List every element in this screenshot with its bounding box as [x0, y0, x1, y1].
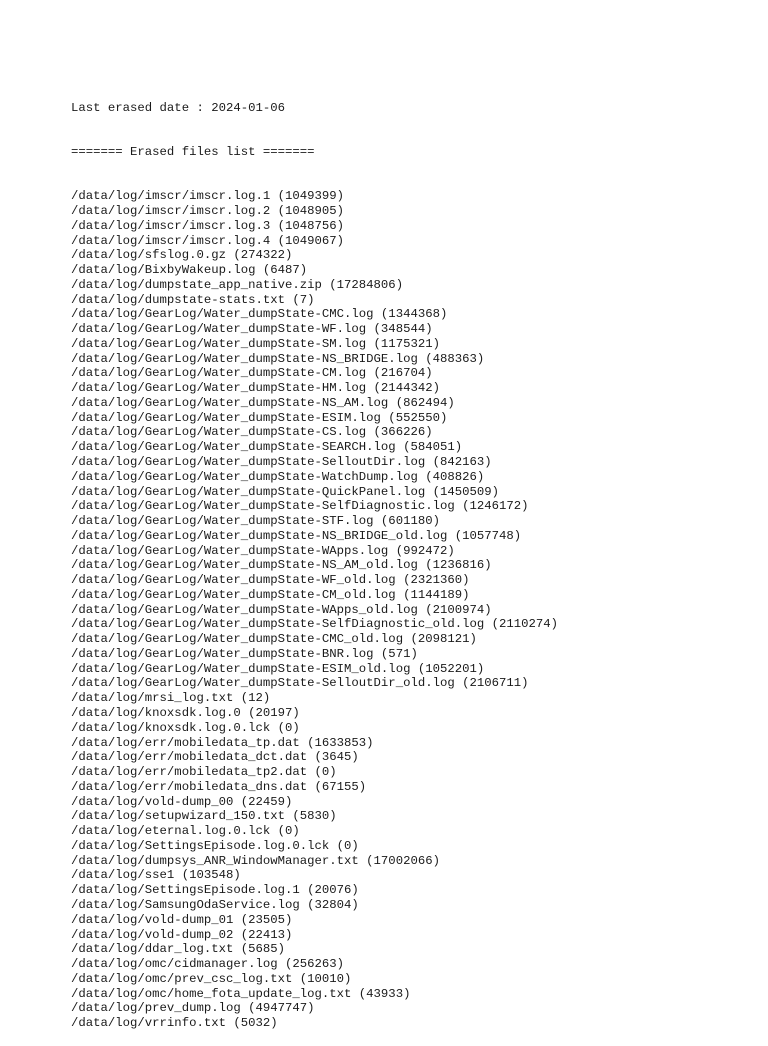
file-entry: /data/log/ddar_log.txt (5685)	[71, 942, 286, 957]
file-entry: /data/log/mrsi_log.txt (12)	[71, 691, 271, 706]
file-entry: /data/log/imscr/imscr.log.3 (1048756)	[71, 218, 345, 233]
file-entry: /data/log/vold-dump_02 (22413)	[71, 927, 293, 942]
file-entry: /data/log/dumpsys_ANR_WindowManager.txt (17002066)	[71, 853, 440, 868]
erased-files-list	[71, 189, 558, 1031]
file-entry: /data/log/omc/cidmanager.log (256263)	[71, 957, 345, 972]
file-entry: /data/log/GearLog/Water_dumpState-WF.log (348544)	[71, 322, 433, 337]
file-entry: /data/log/err/mobiledata_dct.dat (3645)	[71, 750, 359, 765]
file-entry: /data/log/GearLog/Water_dumpState-NS_BRIDGE_old.log (1057748)	[71, 528, 522, 543]
erased-files-title: ======= Erased files list =======	[71, 144, 315, 159]
file-entry: /data/log/err/mobiledata_dns.dat (67155)	[71, 779, 367, 794]
file-entry: /data/log/sse1 (103548)	[71, 868, 241, 883]
file-entry: /data/log/vrrinfo.txt (5032)	[71, 1016, 278, 1031]
file-entry: /data/log/GearLog/Water_dumpState-HM.log (2144342)	[71, 381, 440, 396]
file-entry: /data/log/GearLog/Water_dumpState-QuickPanel.log (1450509)	[71, 484, 500, 499]
file-entry: /data/log/GearLog/Water_dumpState-NS_BRIDGE.log (488363)	[71, 351, 485, 366]
file-entry: /data/log/imscr/imscr.log.4 (1049067)	[71, 233, 345, 248]
file-entry: /data/log/SettingsEpisode.log.1 (20076)	[71, 883, 359, 898]
file-entry: /data/log/knoxsdk.log.0.lck (0)	[71, 720, 300, 735]
file-entry: /data/log/knoxsdk.log.0 (20197)	[71, 706, 300, 721]
file-entry: /data/log/GearLog/Water_dumpState-SelloutDir_old.log (2106711)	[71, 676, 529, 691]
file-entry: /data/log/GearLog/Water_dumpState-WApps_old.log (2100974)	[71, 602, 492, 617]
file-entry: /data/log/sfslog.0.gz (274322)	[71, 248, 293, 263]
file-entry: /data/log/GearLog/Water_dumpState-WatchDump.log (408826)	[71, 469, 485, 484]
file-entry: /data/log/GearLog/Water_dumpState-NS_AM_old.log (1236816)	[71, 558, 492, 573]
file-entry: /data/log/dumpstate_app_native.zip (17284806)	[71, 277, 404, 292]
file-entry: /data/log/GearLog/Water_dumpState-CMC.log (1344368)	[71, 307, 448, 322]
file-entry: /data/log/prev_dump.log (4947747)	[71, 1001, 315, 1016]
file-entry: /data/log/imscr/imscr.log.1 (1049399)	[71, 189, 345, 204]
file-entry: /data/log/BixbyWakeup.log (6487)	[71, 263, 308, 278]
file-entry: /data/log/GearLog/Water_dumpState-WApps.log (992472)	[71, 543, 455, 558]
file-entry: /data/log/GearLog/Water_dumpState-STF.log (601180)	[71, 514, 440, 529]
file-entry: /data/log/setupwizard_150.txt (5830)	[71, 809, 337, 824]
file-entry: /data/log/GearLog/Water_dumpState-CS.log (366226)	[71, 425, 433, 440]
file-entry: /data/log/err/mobiledata_tp2.dat (0)	[71, 765, 337, 780]
file-entry: /data/log/GearLog/Water_dumpState-CM_old.log (1144189)	[71, 587, 470, 602]
file-entry: /data/log/imscr/imscr.log.2 (1048905)	[71, 203, 345, 218]
file-entry: /data/log/GearLog/Water_dumpState-ESIM.log (552550)	[71, 410, 448, 425]
file-entry: /data/log/GearLog/Water_dumpState-SelfDiagnostic_old.log (2110274)	[71, 617, 559, 632]
file-entry: /data/log/GearLog/Water_dumpState-WF_old.log (2321360)	[71, 573, 470, 588]
file-entry: /data/log/GearLog/Water_dumpState-SEARCH.log (584051)	[71, 440, 463, 455]
file-entry: /data/log/GearLog/Water_dumpState-BNR.log (571)	[71, 646, 418, 661]
file-entry: /data/log/GearLog/Water_dumpState-CMC_old.log (2098121)	[71, 632, 477, 647]
file-entry: /data/log/dumpstate-stats.txt (7)	[71, 292, 315, 307]
log-document	[71, 71, 558, 1046]
file-entry: /data/log/GearLog/Water_dumpState-SelfDiagnostic.log (1246172)	[71, 499, 529, 514]
file-entry: /data/log/GearLog/Water_dumpState-CM.log (216704)	[71, 366, 433, 381]
file-entry: /data/log/GearLog/Water_dumpState-SM.log (1175321)	[71, 336, 440, 351]
file-entry: /data/log/err/mobiledata_tp.dat (1633853)	[71, 735, 374, 750]
file-entry: /data/log/SamsungOdaService.log (32804)	[71, 897, 359, 912]
file-entry: /data/log/GearLog/Water_dumpState-ESIM_old.log (1052201)	[71, 661, 485, 676]
file-entry: /data/log/omc/home_fota_update_log.txt (43933)	[71, 986, 411, 1001]
file-entry: /data/log/SettingsEpisode.log.0.lck (0)	[71, 838, 359, 853]
file-entry: /data/log/vold-dump_00 (22459)	[71, 794, 293, 809]
file-entry: /data/log/eternal.log.0.lck (0)	[71, 824, 300, 839]
erased-date-line: Last erased date : 2024-01-06	[71, 100, 286, 115]
file-entry: /data/log/vold-dump_01 (23505)	[71, 912, 293, 927]
file-entry: /data/log/GearLog/Water_dumpState-SelloutDir.log (842163)	[71, 455, 492, 469]
file-entry: /data/log/GearLog/Water_dumpState-NS_AM.log (862494)	[71, 395, 455, 410]
file-entry: /data/log/omc/prev_csc_log.txt (10010)	[71, 971, 352, 986]
